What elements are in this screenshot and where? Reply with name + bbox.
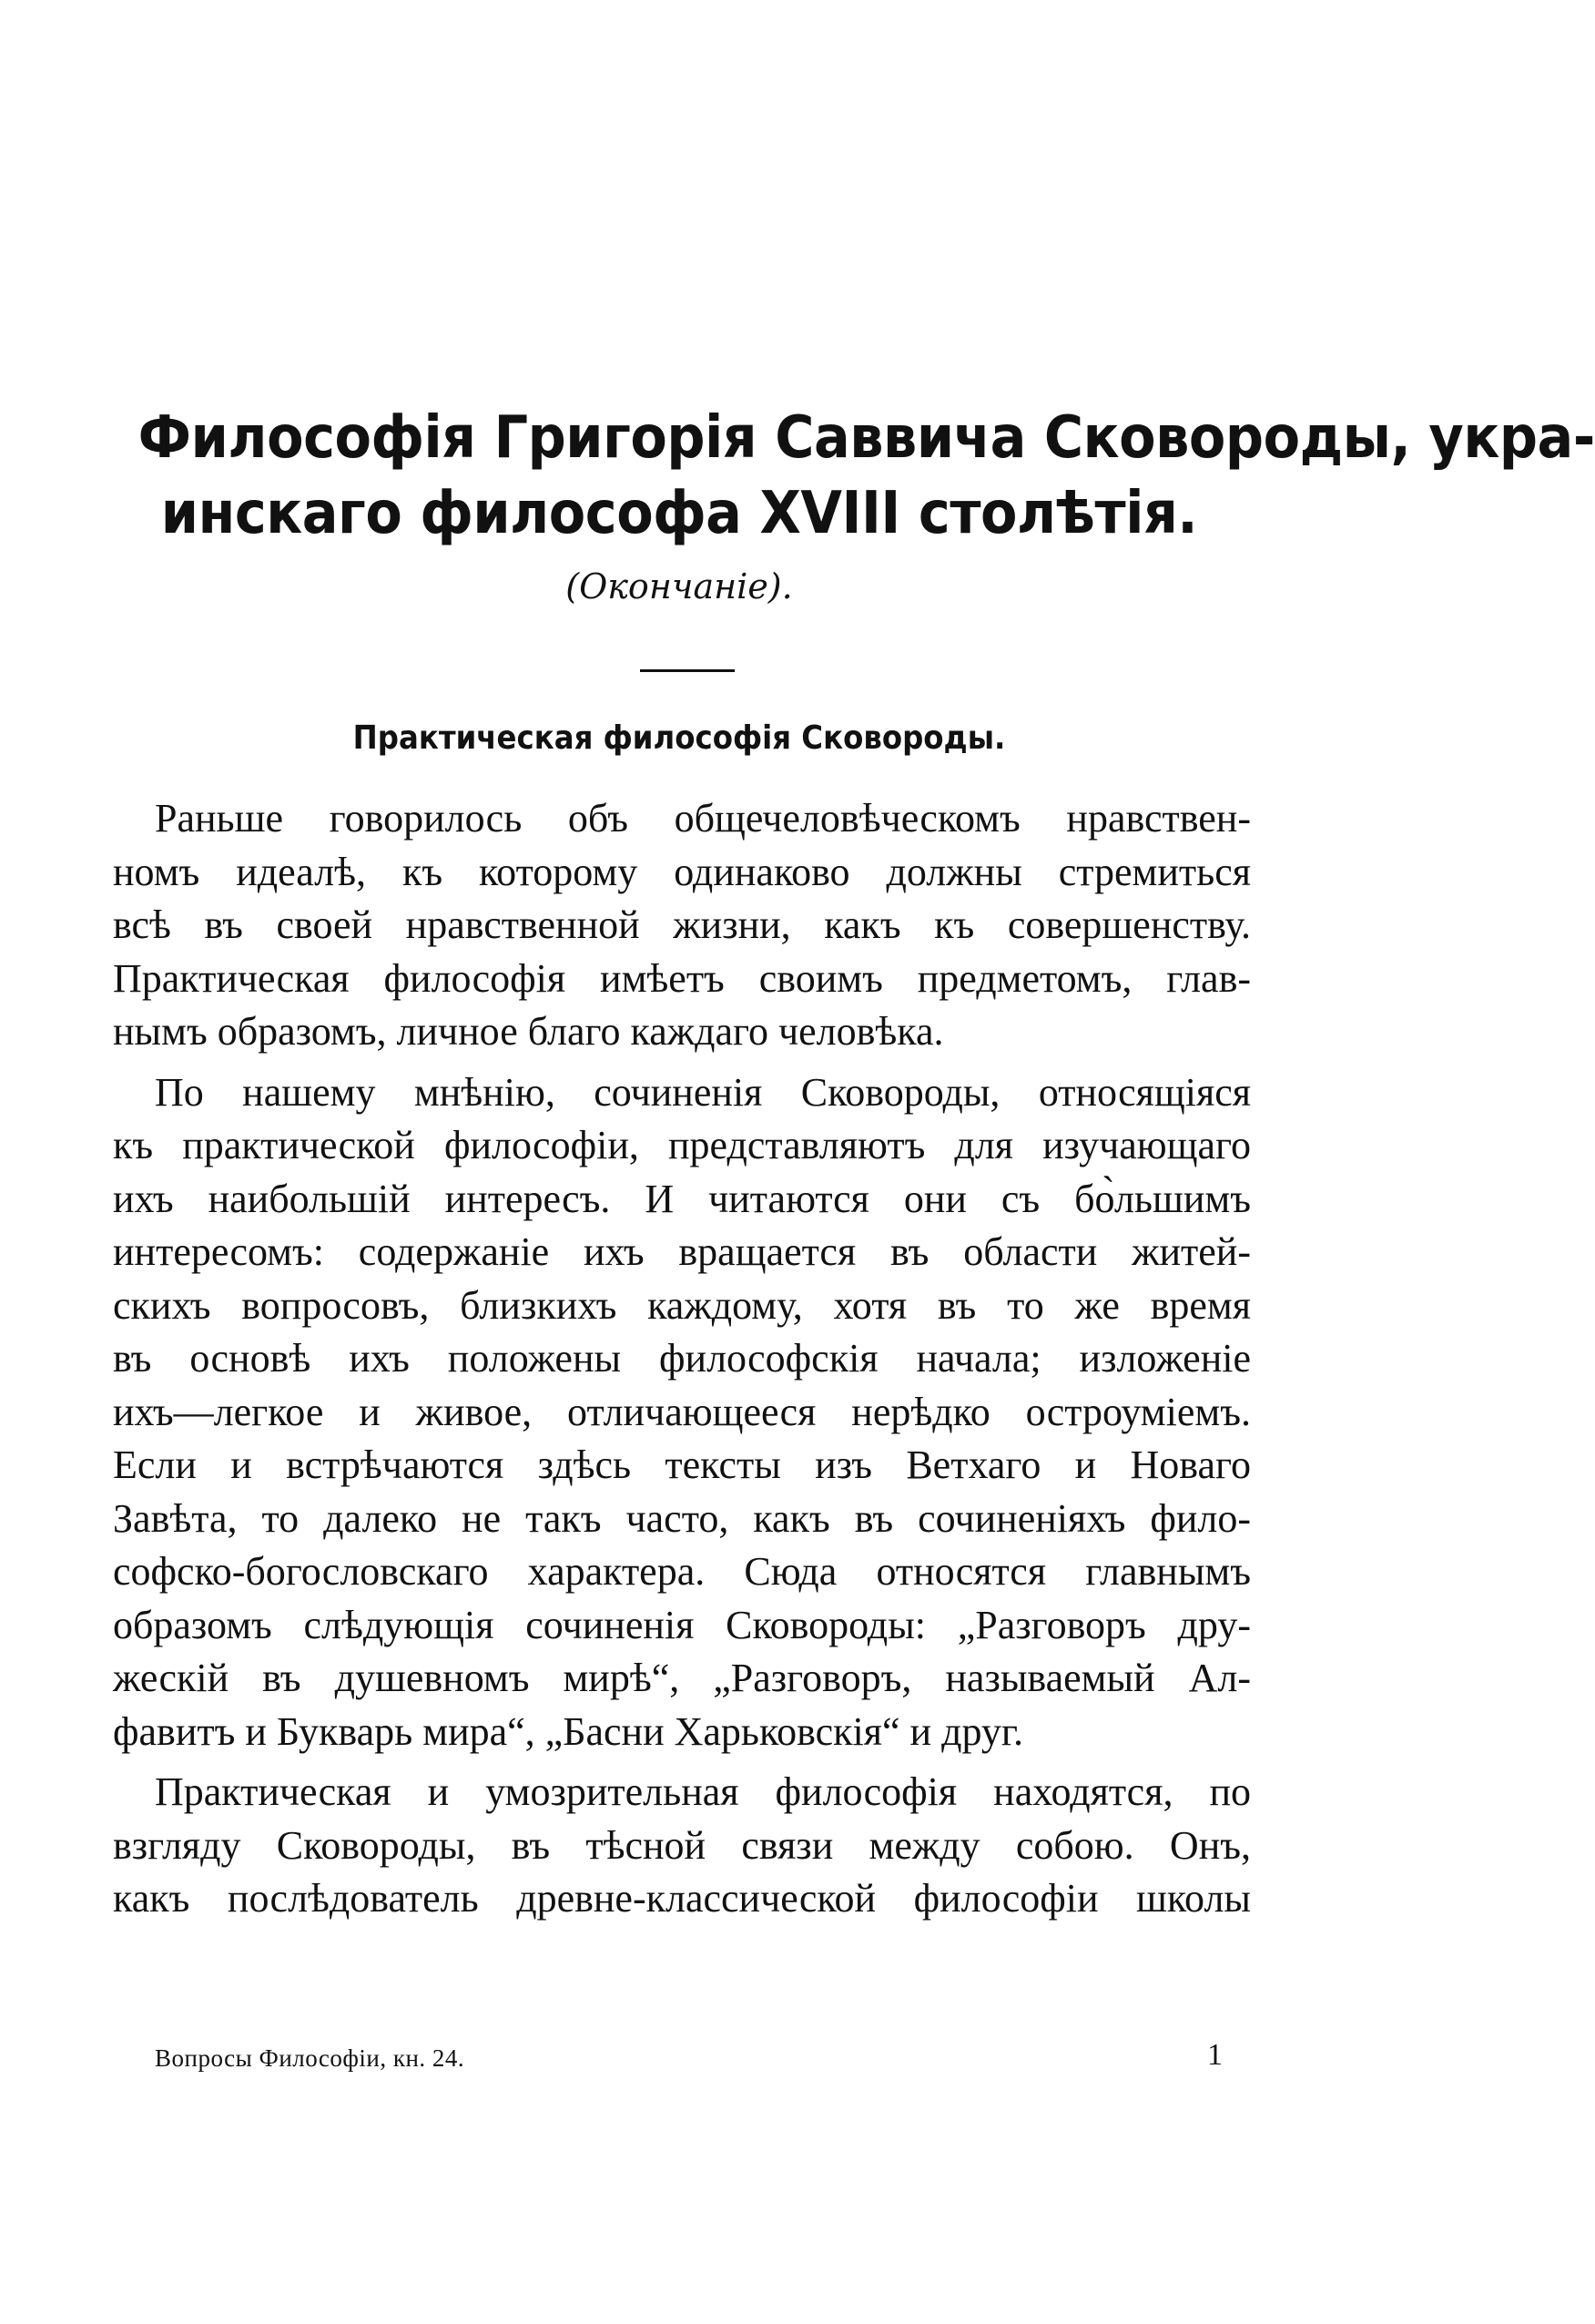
article-subtitle: (Окончаніе).	[565, 566, 793, 606]
text-line: ихъ—легкое и живое, отличающееся нерѣдко остроуміемъ.	[113, 1389, 1251, 1434]
text-line: Практическая философія имѣетъ своимъ предметомъ, глав-	[113, 955, 1251, 1001]
paragraph-3	[113, 1766, 1251, 1926]
article-title-line-1: Философія Григорія Саввича Сковороды, укра-	[137, 404, 1595, 472]
text-line: Практическая и умозрительная философія находятся, по	[155, 1769, 1251, 1814]
text-line: фавитъ и Букварь мира“, „Басни Харьковскія“ и друг.	[113, 1708, 1023, 1754]
text-line: ихъ наибольшій интересъ. И читаются они съ бо̀льшимъ	[113, 1176, 1251, 1221]
text-line: Раньше говорилось объ общечеловѣческомъ нравствен-	[155, 796, 1251, 841]
page-number: 1	[1207, 2038, 1223, 2072]
article-title	[137, 401, 1595, 552]
title-divider	[640, 669, 735, 672]
body-text	[113, 792, 1251, 1926]
text-line: въ основѣ ихъ положены философскія начала; изложеніе	[113, 1336, 1251, 1381]
text-line: софско-богословскаго характера. Сюда относятся главнымъ	[113, 1549, 1251, 1594]
text-line: нымъ образомъ, личное благо каждаго человѣка.	[113, 1009, 944, 1054]
text-line: жескій въ душевномъ мирѣ“, „Разговоръ, называемый Ал-	[113, 1656, 1251, 1700]
paragraph-1	[113, 792, 1251, 1059]
text-line: номъ идеалѣ, къ которому одинаково должны стремиться	[113, 849, 1251, 894]
paragraph-2	[113, 1066, 1251, 1759]
text-line: взгляду Сковороды, въ тѣсной связи между собою. Онъ,	[113, 1822, 1251, 1868]
text-line: къ практической философіи, представляютъ для изучающаго	[113, 1123, 1251, 1167]
text-line: скихъ вопросовъ, близкихъ каждому, хотя въ то же время	[113, 1282, 1251, 1328]
journal-footer: Вопросы Философіи, кн. 24.	[155, 2044, 465, 2072]
text-line: образомъ слѣдующія сочиненія Сковороды: „Разговоръ дру-	[113, 1602, 1251, 1647]
text-line: Завѣта, то далеко не такъ часто, какъ въ сочиненіяхъ фило-	[113, 1495, 1251, 1541]
text-line: Если и встрѣчаются здѣсь тексты изъ Ветхаго и Новаго	[113, 1442, 1251, 1487]
text-line: какъ послѣдователь древне-классической философіи школы	[113, 1876, 1251, 1921]
text-line: всѣ въ своей нравственной жизни, какъ къ совершенству.	[113, 902, 1251, 947]
article-title-line-2: инскаго философа XVIII столѣтія.	[160, 480, 1198, 548]
section-heading: Практическая философія Сковороды.	[352, 719, 1006, 757]
text-line: интересомъ: содержаніе ихъ вращается въ области житей-	[113, 1229, 1251, 1274]
text-line: По нашему мнѣнію, сочиненія Сковороды, относящіяся	[155, 1069, 1251, 1115]
